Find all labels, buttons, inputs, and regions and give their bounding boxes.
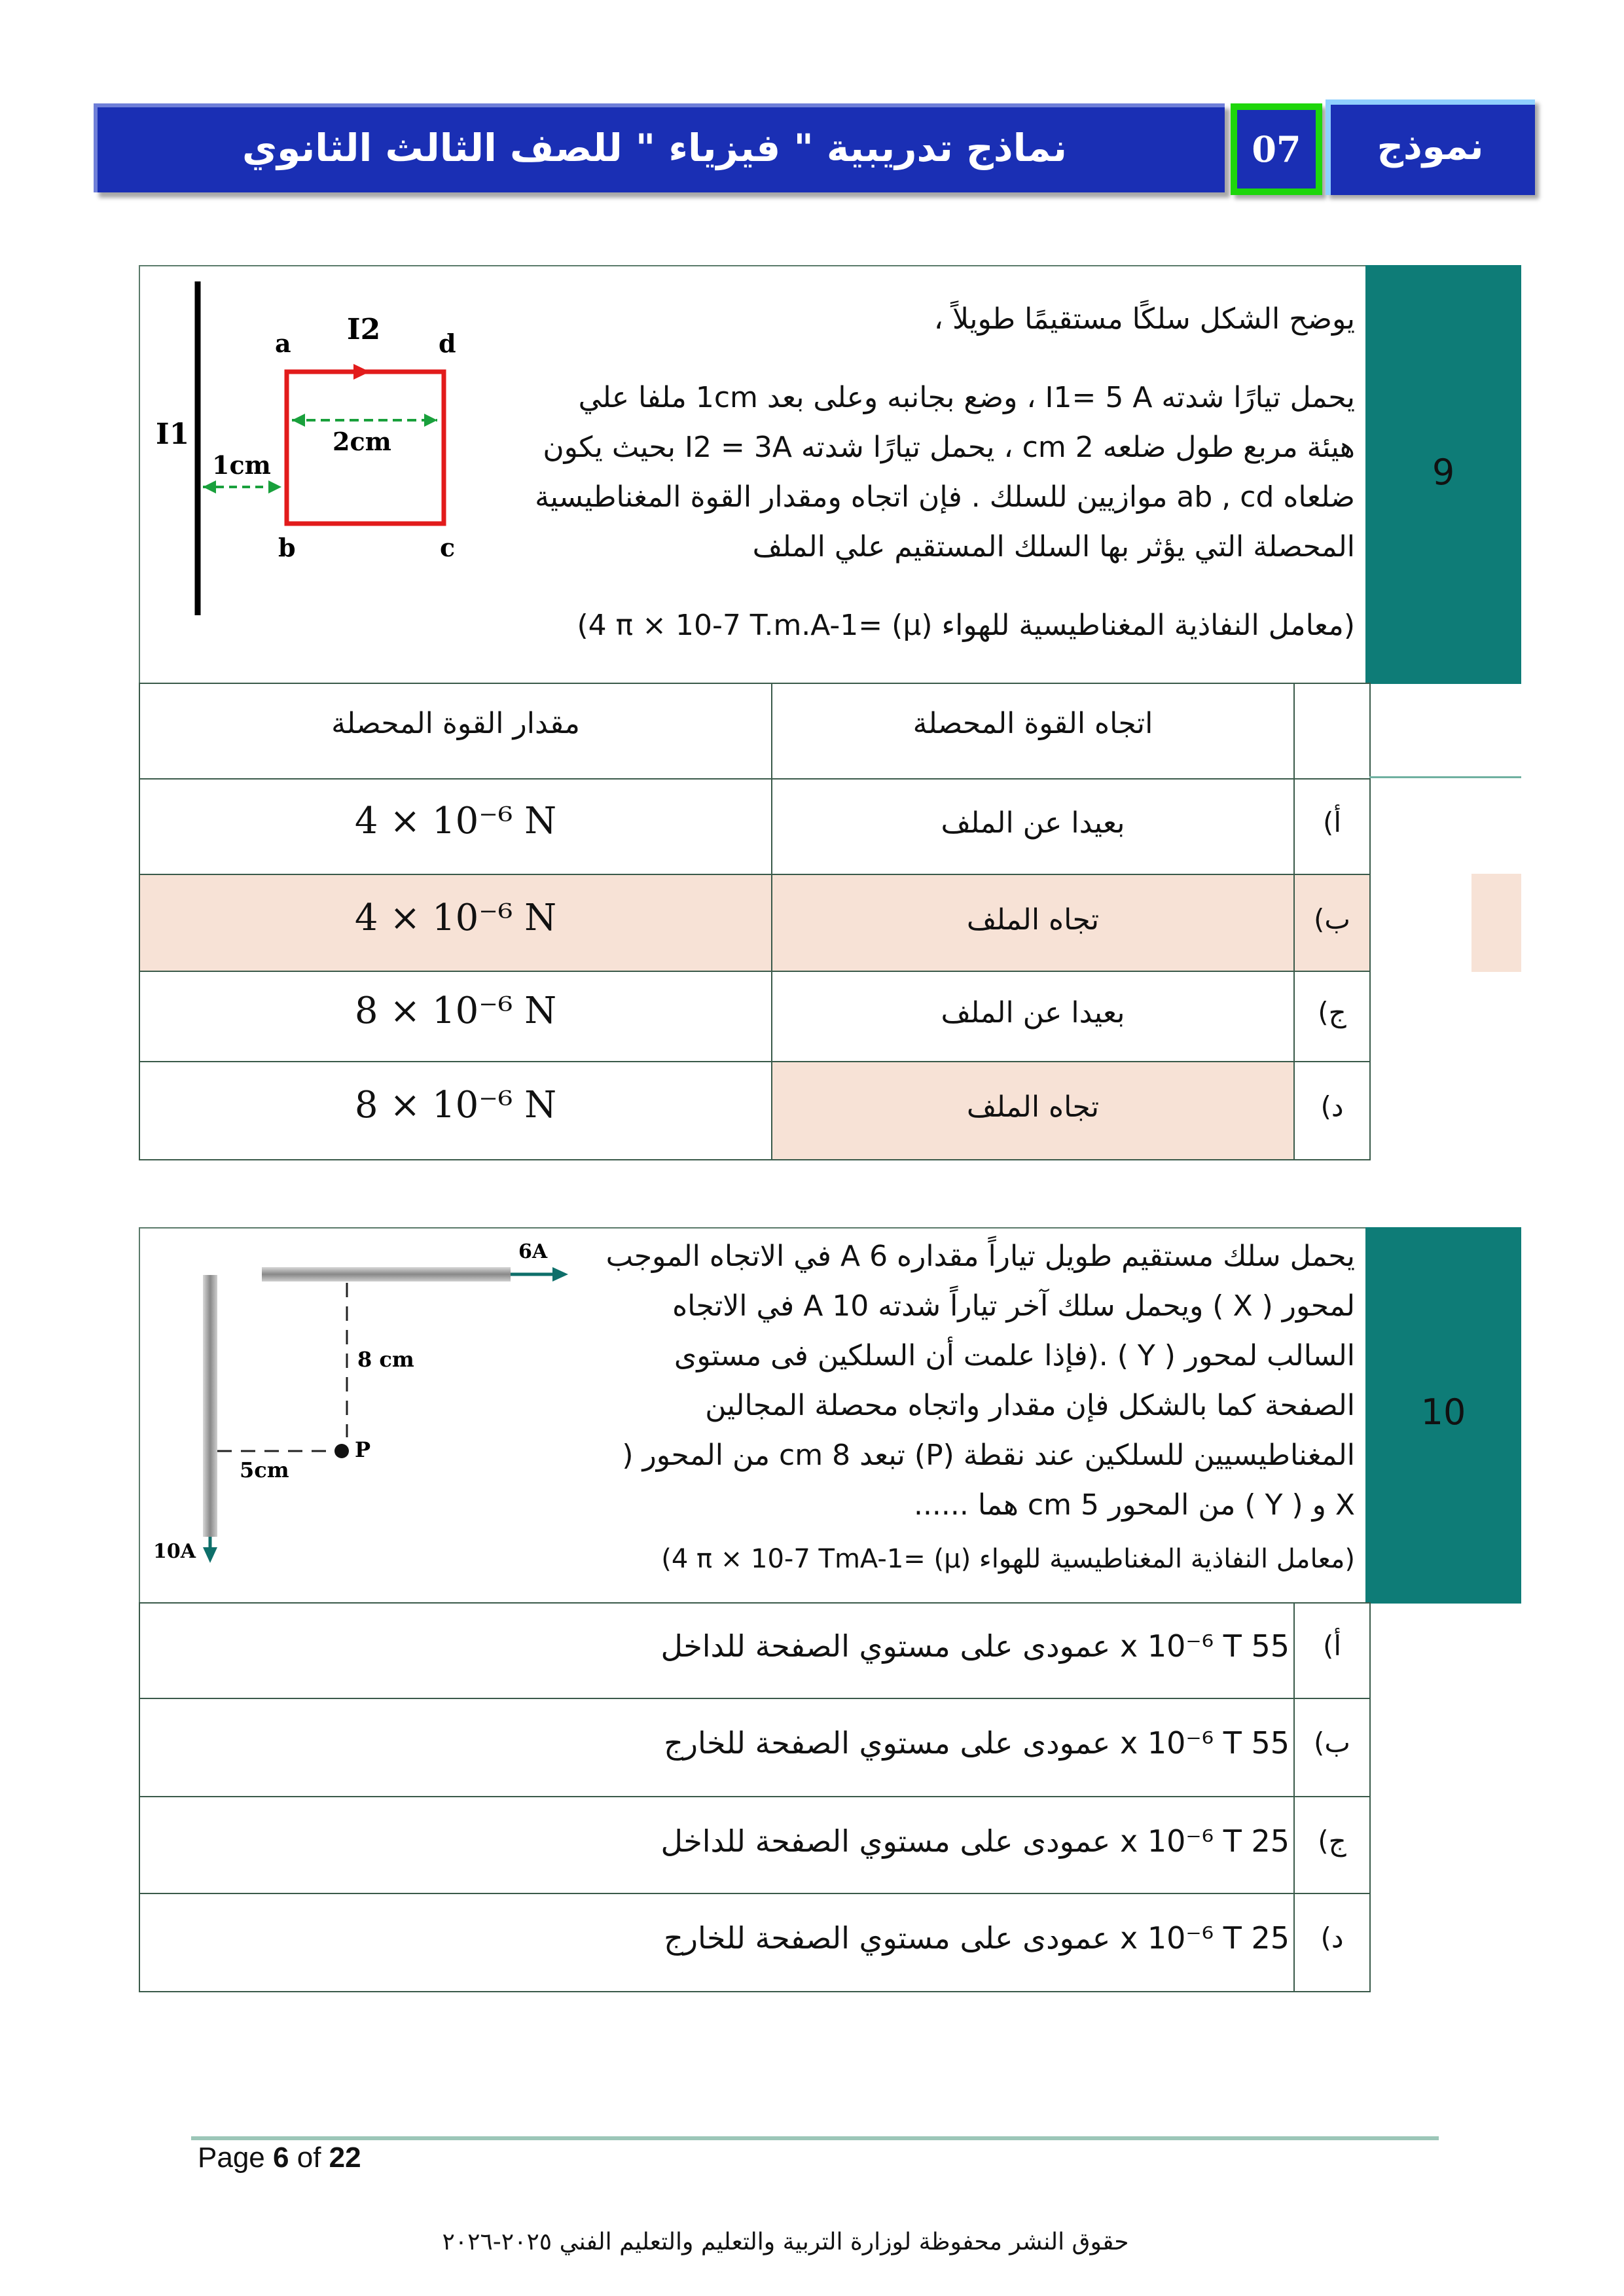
- q9-line4: ضلعاه ab , cd موازيين للسلك . فإن اتجاه ومقدار القوة المغناطيسية: [535, 480, 1355, 514]
- footer-divider: [191, 2136, 1439, 2140]
- horizontal-wire: [262, 1267, 511, 1282]
- q10-line7: (معامل النفاذية المغناطيسية للهواء (μ) =4 π × 10-7 TmA-1): [661, 1544, 1355, 1574]
- q10-option-a-text: 55 x 10⁻⁶ T عمودى على مستوي الصفحة للداخل: [660, 1628, 1290, 1664]
- q10-option-c-text: 25 x 10⁻⁶ T عمودى على مستوي الصفحة للداخل: [660, 1823, 1290, 1859]
- q10-line5: المغناطيسيين للسلكين عند نقطة (P) تبعد 8 cm من المحور (: [622, 1439, 1355, 1472]
- q10-number: 10: [1420, 1391, 1466, 1433]
- fig-side: 2cm: [333, 427, 391, 456]
- q9-option-b-direction: تجاه الملف: [966, 903, 1100, 937]
- page-number: [198, 2142, 361, 2174]
- q9-line3: هيئة مربع طول ضلعه 2 cm ، يحمل تيارًا شدته I2 = 3A بحيث يكون: [543, 431, 1355, 464]
- q10-option-d-letter: د): [1320, 1922, 1344, 1954]
- q10-option-b-letter: ب): [1314, 1727, 1350, 1759]
- vertical-wire: [203, 1275, 217, 1537]
- fig-I1: I1: [156, 418, 190, 451]
- page-label: Page: [198, 2142, 265, 2174]
- fig-c: c: [440, 533, 456, 562]
- q9-col-direction-label: اتجاه القوة المحصلة: [912, 707, 1153, 740]
- q10-option-a-letter: أ): [1322, 1630, 1342, 1662]
- page-current: 6: [273, 2142, 289, 2174]
- q9-line5: المحصلة التي يؤثر بها السلك المستقيم علي الملف: [752, 530, 1355, 564]
- fig-p: P: [355, 1437, 371, 1462]
- q9-line1: يوضح الشكل سلكًا مستقيمًا طويلاً ،: [933, 302, 1355, 336]
- model-word: نموذج: [1377, 126, 1484, 168]
- q10-option-b-text: 55 x 10⁻⁶ T عمودى على مستوي الصفحة للخارج: [664, 1725, 1290, 1761]
- current-arrow-icon: [353, 364, 370, 380]
- fig-5cm: 5cm: [240, 1458, 289, 1482]
- q9-option-d-magnitude: 8 × 10⁻⁶ N: [354, 1084, 557, 1126]
- fig-I2: I2: [347, 313, 381, 346]
- q9-option-b-magnitude: 4 × 10⁻⁶ N: [354, 897, 557, 939]
- fig-a: a: [275, 329, 291, 358]
- q10-line3: السالب لمحور ( Y ) .(فإذا علمت أن السلكين فى مستوى: [674, 1339, 1355, 1372]
- q9-letter-header: [1293, 683, 1371, 780]
- q9-option-d-direction: تجاه الملف: [966, 1090, 1100, 1124]
- q10-line1: يحمل سلك مستقيم طويل تياراً مقداره 6 A في الاتجاه الموجب: [605, 1240, 1355, 1273]
- model-number: 07: [1252, 128, 1301, 170]
- q9-option-b-marker: [1471, 874, 1521, 972]
- header-title: نماذج تدريبية " فيزياء " للصف الثالث الثانوي: [242, 126, 1068, 170]
- fig-6a: 6A: [518, 1240, 548, 1263]
- fig-b: b: [278, 533, 296, 562]
- fig-8cm: 8 cm: [357, 1347, 414, 1372]
- fig-dist: 1cm: [212, 450, 271, 480]
- q9-option-d-letter: د): [1320, 1090, 1344, 1122]
- q9-col-magnitude-label: مقدار القوة المحصلة: [331, 707, 580, 740]
- q9-option-a-magnitude: 4 × 10⁻⁶ N: [354, 800, 557, 842]
- page-of: of: [297, 2142, 321, 2174]
- q9-option-c-magnitude: 8 × 10⁻⁶ N: [354, 990, 557, 1032]
- fig-d: d: [439, 329, 456, 358]
- q10-line4: الصفحة كما بالشكل فإن مقدار واتجاه محصلة المجالين: [705, 1389, 1355, 1422]
- q10-line2: لمحور ( X ) ويحمل سلك آخر تياراً شدته 10 A في الاتجاه: [672, 1289, 1355, 1323]
- q10-option-d-text: 25 x 10⁻⁶ T عمودى على مستوي الصفحة للخارج: [664, 1920, 1290, 1956]
- q9-line6: (معامل النفاذية المغناطيسية للهواء (μ) =4 π × 10-7 T.m.A-1): [577, 609, 1355, 642]
- point-p-icon: [334, 1444, 349, 1458]
- q10-option-c-letter: ج): [1318, 1825, 1346, 1857]
- q9-line2: يحمل تيارًا شدته I1= 5 A ، وضع بجانبه وعلى بعد 1cm ملفا علي: [578, 381, 1355, 414]
- q9-option-a-direction: بعيدا عن الملف: [941, 806, 1125, 840]
- q9-option-a-letter: أ): [1322, 806, 1342, 838]
- q9-option-c-letter: ج): [1318, 996, 1346, 1028]
- fig-10a: 10A: [153, 1540, 196, 1563]
- q10-figure: [144, 1230, 589, 1571]
- page-total: 22: [329, 2142, 361, 2174]
- q9-figure: [144, 275, 511, 628]
- q9-option-c-direction: بعيدا عن الملف: [941, 996, 1125, 1030]
- copyright-notice: حقوق النشر محفوظة لوزارة التربية والتعليم والتعليم الفني ٢٠٢٥-٢٠٢٦: [442, 2229, 1129, 2255]
- q10-line6: X و ( Y ) من المحور 5 cm هما ......: [913, 1488, 1355, 1522]
- q9-number: 9: [1432, 452, 1455, 493]
- q9-option-b-letter: ب): [1314, 903, 1350, 935]
